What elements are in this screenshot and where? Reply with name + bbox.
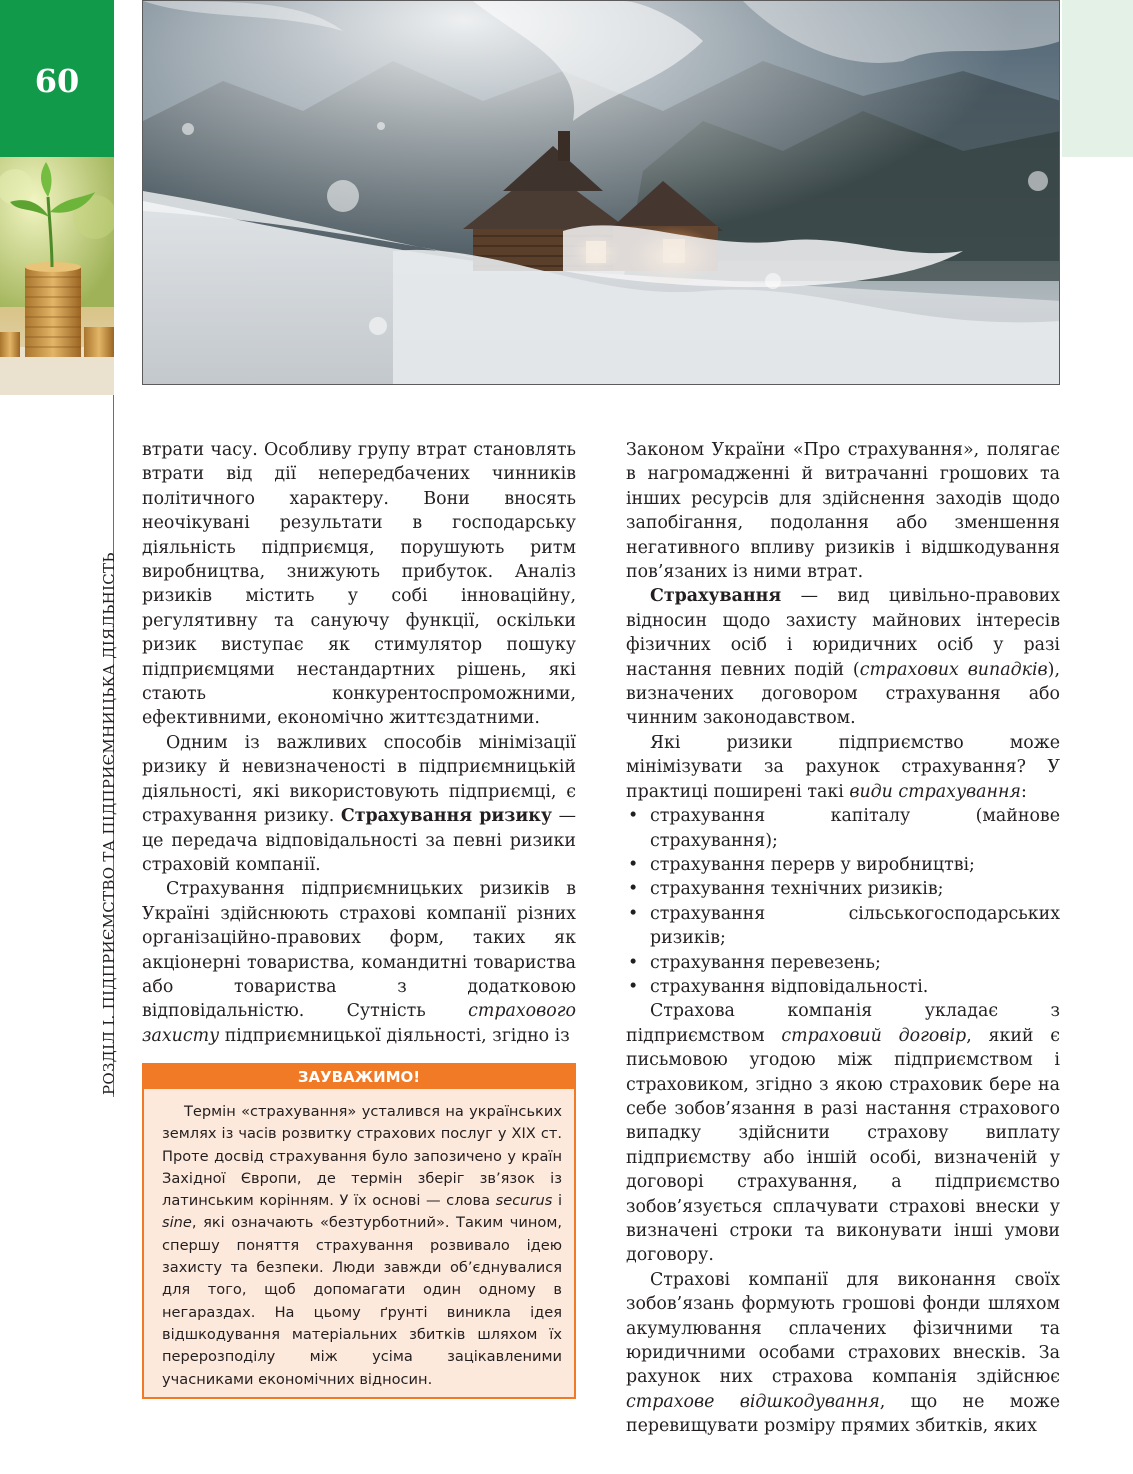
paragraph (626, 584, 1060, 730)
list-item: • страхування перевезень; (626, 951, 1060, 975)
list-item: • страхування відповідальності. (626, 975, 1060, 999)
paragraph (142, 877, 576, 1048)
text-span: Страхування підприємницьких ризиків в Україні здійснюють страхові компанії різних організаційно-правових форм, таких як акціонерні товариства, командитні товариства або товариства з додатковою відповідальністю. Сутність (142, 879, 576, 1022)
plant-coins-photo (0, 157, 114, 395)
term-italic: страхових випадків (859, 659, 1048, 680)
notice-body (144, 1089, 574, 1391)
paragraph: втрати часу. Особливу групу втрат становлять втрати від дії непередбачених чинників політичного характеру. Вони вносять неочікувані результати в господарську діяльність підприємця, порушують ритм виробництва, знижують прибуток. Аналіз ризиків містить у собі інноваційну, регулятивну та сануючу функції, оскільки ризик виступає як стимулятор пошуку підприємцями нестандартних рішень, які стають конкурентоспроможними, ефективними, економічно життєздатними. (142, 440, 576, 729)
text-span: Страхові компанії для виконання своїх зобов’язань формують грошові фонди шляхом акумулювання сплачених фізичними та юридичними особами страхових внесків. За рахунок них страхова компанія здійснює (626, 1269, 1060, 1388)
text-span: підприємницької діяльності, згідно із (219, 1025, 570, 1046)
right-text-column (626, 438, 1060, 1439)
paragraph (626, 999, 1060, 1267)
text-span: Одним із важливих способів мінімізації ризику й невизначеності в підприємницькій діяльності, які використовують підприємці, є страхування ризику. (142, 732, 576, 827)
text-span: Термін «страхування» усталився на українських землях із часів розвитку страхових послуг у XIX ст. Проте досвід страхування було запозичено у країн Західної Європи, де термін зберіг зв’язок із латинським корінням. У їх основі — слова (162, 1103, 562, 1210)
term-italic: види страхування (849, 781, 1021, 802)
notice-paragraph (162, 1101, 562, 1391)
text-span: — вид цивільно-правових відносин щодо захисту майнових інтересів фізичних осіб і юридичних осіб у разі настання певних подій ( (626, 586, 1060, 680)
paragraph (626, 731, 1060, 804)
term-italic: страхового захисту (142, 1001, 576, 1046)
latin-word: securus (495, 1192, 553, 1210)
list-item: • страхування капіталу (майнове страхування); (626, 804, 1060, 853)
text-span: і (552, 1192, 563, 1210)
paragraph (626, 1268, 1060, 1439)
term-italic: страховий договір (781, 1025, 967, 1046)
page-number-block (0, 0, 114, 157)
text-span: — це передача відповідальності за певні ризики страховій компанії. (142, 806, 576, 875)
list-item: • страхування перерв у виробництві; (626, 853, 1060, 877)
paragraph: Законом України «Про страхування», полягає в нагромадженні й витрачанні грошових та інших ресурсів для здійснення заходів щодо запобігання, подолання або зменшення негативного впливу ризиків і відшкодування пов’язаних із ними втрат. (626, 440, 1060, 583)
section-title-vertical: РОЗДІЛ I. ПІДПРИЄМСТВО ТА ПІДПРИЄМНИЦЬКА ДІЯЛЬНІСТЬ (100, 552, 118, 1095)
page-number: 60 (34, 62, 80, 100)
paragraph (142, 731, 576, 877)
text-span: , що не може перевищувати розміру прямих збитків, яких (626, 1391, 1060, 1437)
notice-box (142, 1063, 576, 1399)
snowy-cabin-photo (142, 0, 1060, 385)
text-span: Які ризики підприємство може мінімізувати за рахунок страхування? У практиці поширені такі (626, 732, 1060, 802)
list-item: • страхування технічних ризиків; (626, 877, 1060, 901)
term-bold: Страхування (650, 586, 782, 607)
text-span: , який є письмовою угодою між підприємством і страховиком, згідно з якою страховик бере на себе зобов’язання в разі настання страхового випадку здійснити страхову виплату підприємству або іншій особі, визначеній у договорі страхування, а підприємство зобов’язується сплачувати страхові внески у визначені строки та виконувати інші умови договору. (626, 1025, 1060, 1266)
latin-word: sine (162, 1214, 192, 1232)
text-span: , які означають «безтурботний». Таким чином, спершу поняття страхування розвивало ідею захисту та безпеки. Люди завжди об’єднувалися для того, щоб допомагати один одному в негараздах. На цьому ґрунті виникла ідея відшкодування матеріальних збитків шляхом їх перерозподілу між усіма зацікавленими учасниками економічних відносин. (162, 1214, 562, 1388)
list-item: • страхування сільськогосподарських ризиків; (626, 902, 1060, 951)
term-italic: страхове відшкодування (626, 1391, 880, 1412)
text-span: : (1020, 781, 1027, 802)
text-span: ), визначених договором страхування або чинним законодавством. (626, 659, 1060, 729)
notice-heading: ЗАУВАЖИМО! (144, 1065, 574, 1089)
term-bold: Страхування ризику (340, 806, 552, 827)
text-span: Страхова компанія укладає з підприємством (626, 1001, 1060, 1046)
header-band (1062, 0, 1133, 157)
insurance-types-list (626, 804, 1060, 999)
left-text-column (142, 438, 576, 1048)
